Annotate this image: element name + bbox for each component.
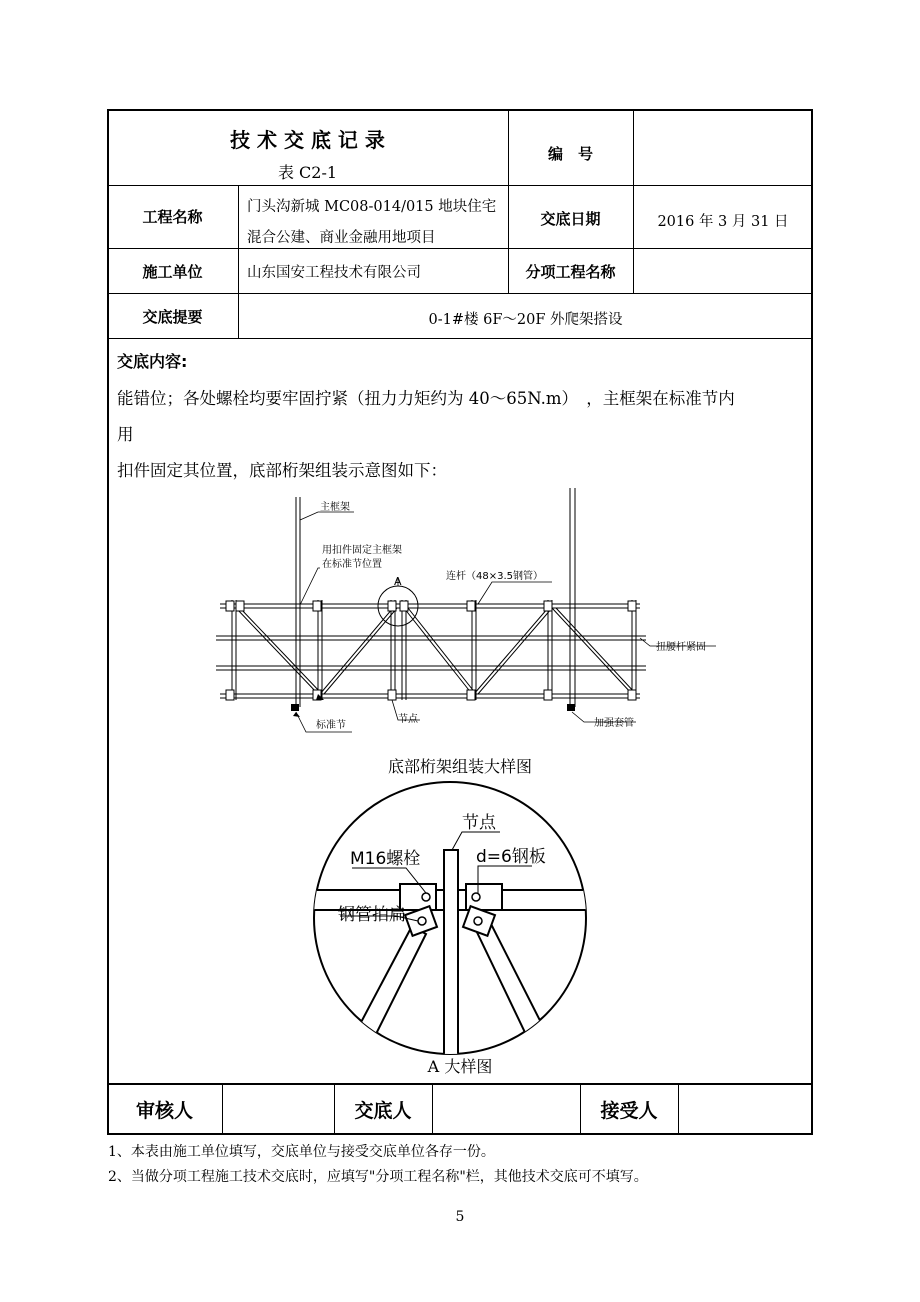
contractor-label: 施工单位 xyxy=(142,263,203,281)
content-paragraph-line: 扣件固定其位置，底部桁架组装示意图如下： xyxy=(117,461,447,480)
detail-label-bolt: M16螺栓 xyxy=(350,849,421,869)
content-paragraph-line: 用 xyxy=(117,425,134,444)
label-node: 节点 xyxy=(398,714,418,725)
content-heading: 交底内容: xyxy=(117,352,188,371)
detail-label-node: 节点 xyxy=(462,813,496,833)
footnote: 2、当做分项工程施工技术交底时，应填写"分项工程名称"栏，其他技术交底可不填写。 xyxy=(108,1169,648,1185)
project-name-line2: 混合公建、商业金融用地项目 xyxy=(247,230,436,246)
label-standard-section: 标准节 xyxy=(316,720,346,731)
label-fix-line2: 在标准节位置 xyxy=(322,559,382,570)
project-name-line1: 门头沟新城 MC08-014/015 地块住宅 xyxy=(247,199,497,215)
summary-label: 交底提要 xyxy=(142,308,203,326)
form-code: 表 C2-1 xyxy=(277,163,338,182)
receiver-label: 接受人 xyxy=(600,1100,658,1122)
summary-value: 0-1#楼 6F～20F 外爬架搭设 xyxy=(428,312,623,328)
label-sleeve: 加强套管 xyxy=(594,718,634,729)
truss-caption: 底部桁架组装大样图 xyxy=(387,757,532,776)
project-name-label: 工程名称 xyxy=(142,208,203,226)
detail-label-plate: d=6钢板 xyxy=(476,847,546,867)
label-brace: 扭腰杆紧固 xyxy=(656,642,706,653)
subitem-label: 分项工程名称 xyxy=(525,263,616,281)
page-number: 5 xyxy=(455,1209,465,1225)
number-label: 编 号 xyxy=(547,145,593,163)
footnote: 1、本表由施工单位填写，交底单位与接受交底单位各存一份。 xyxy=(108,1144,495,1160)
label-a: A xyxy=(394,575,402,588)
detail-label-flatten: 钢管拍扁 xyxy=(338,905,406,925)
label-fix-line1: 用扣件固定主框架 xyxy=(322,545,402,556)
label-tie-rod: 连杆（48×3.5钢管） xyxy=(446,571,544,582)
page-title: 技 术 交 底 记 录 xyxy=(230,128,385,152)
date-value: 2016 年 3 月 31 日 xyxy=(657,214,789,230)
contractor-value: 山东国安工程技术有限公司 xyxy=(247,265,421,281)
content-paragraph-line: 能错位；各处螺栓均要牢固拧紧（扭力力矩约为 40～65N.m） ，主框架在标准节内 xyxy=(117,389,735,408)
date-label: 交底日期 xyxy=(540,210,601,228)
label-main-frame: 主框架 xyxy=(320,502,350,513)
detail-caption: A 大样图 xyxy=(427,1057,493,1076)
discloser-label: 交底人 xyxy=(354,1100,412,1122)
reviewer-label: 审核人 xyxy=(135,1100,193,1122)
